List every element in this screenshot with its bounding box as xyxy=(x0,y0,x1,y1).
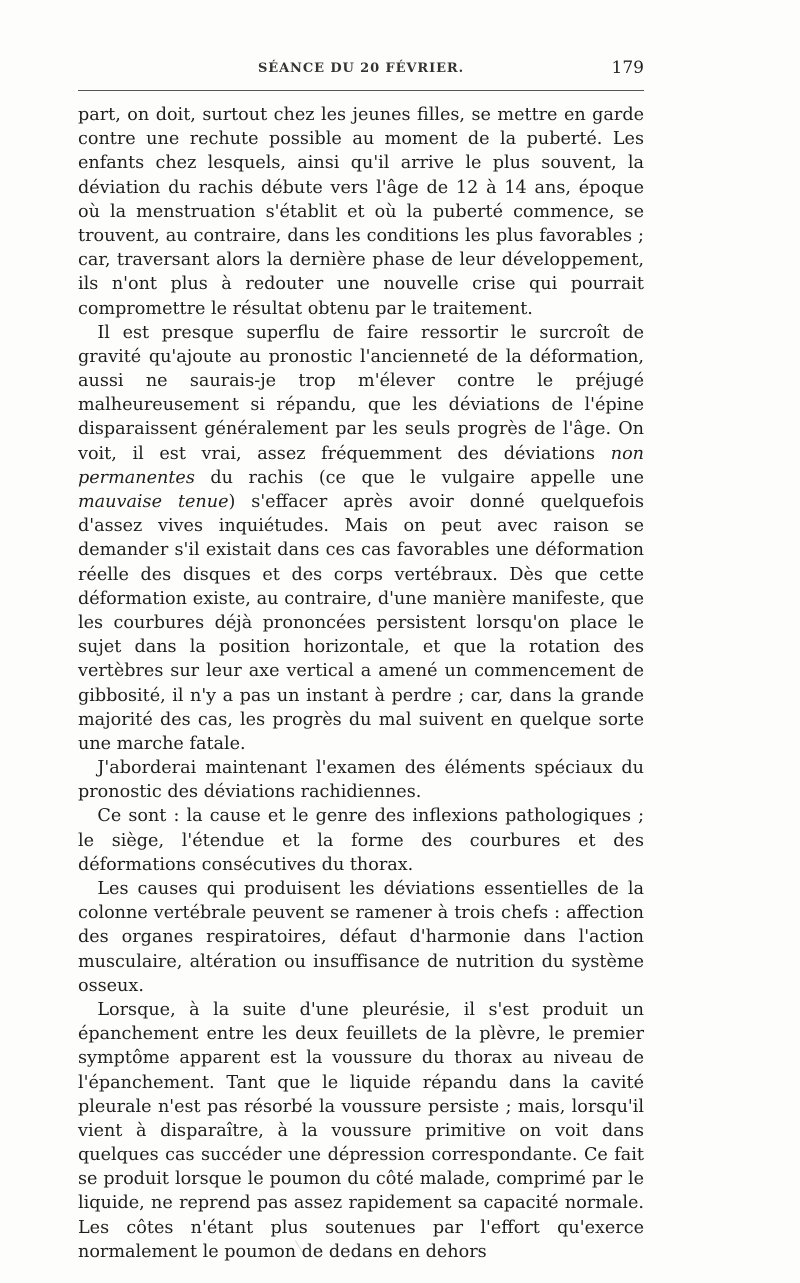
paragraph-text: Il est presque superflu de faire ressortir le surcroît de gravité qu'ajoute au pronostic l'ancienneté de la déformation, aussi ne saurais-je trop m'élever contre le préjugé malheureusement si répandu, que les déviations de l'épine disparaissent généralement par les seuls progrès de l'âge. On voit, il est vrai, assez fréquemment des déviations xyxy=(78,322,644,464)
italic-term: non permanentes xyxy=(78,443,644,488)
paragraph-text: du rachis (ce que le vulgaire appelle une xyxy=(194,467,644,488)
page-number: 179 xyxy=(611,58,644,78)
paragraph: Les causes qui produisent les déviations essentielles de la colonne vertébrale peuvent se ramener à trois chefs : affection des organes respiratoires, défaut d'harmonie dans l'action musculaire, altération ou insuffisance de nutrition du système osseux. xyxy=(78,879,644,996)
header-rule xyxy=(78,90,644,91)
paragraph xyxy=(78,321,644,756)
paragraph: part, on doit, surtout chez les jeunes filles, se mettre en garde contre une rechute possible au moment de la puberté. Les enfants chez lesquels, ainsi qu'il arrive le plus souvent, la déviation du rachis débute vers l'âge de 12 à 14 ans, époque où la menstruation s'établit et où la puberté commence, se trouvent, au contraire, dans les conditions les plus favorables ; car, traversant alors la dernière phase de leur développement, ils n'ont plus à redouter une nouvelle crise qui pourrait compromettre le résultat obtenu par le traitement. xyxy=(78,105,644,319)
running-header xyxy=(78,58,644,86)
paragraph: Ce sont : la cause et le genre des inflexions pathologiques ; le siège, l'étendue et la forme des courbures et des déformations consécutives du thorax. xyxy=(78,806,644,875)
paragraph: Lorsque, à la suite d'une pleurésie, il s'est produit un épanchement entre les deux feuillets de la plèvre, le premier symptôme apparent est la voussure du thorax au niveau de l'épanchement. Tant que le liquide répandu dans la cavité pleurale n'est pas résorbé la voussure persiste ; mais, lorsqu'il vient à disparaître, à la voussure primitive on voit dans quelques cas succéder une dépression correspondante. Ce fait se produit lorsque le poumon du côté malade, comprimé par le liquide, ne reprend pas assez rapidement sa capacité normale. Les côtes n'étant plus soutenues par l'effort qu'exerce normalement le poumon de dedans en dehors xyxy=(78,999,644,1262)
italic-term: mauvaise tenue xyxy=(78,492,229,512)
running-title: SÉANCE DU 20 FÉVRIER. xyxy=(257,61,465,76)
paragraph: J'aborderai maintenant l'examen des éléments spéciaux du pronostic des déviations rachidiennes. xyxy=(78,758,644,803)
body-text xyxy=(78,103,644,1264)
paragraph-text: ) s'effacer après avoir donné quelquefois d'assez vives inquiétudes. Mais on peut avec raison se demander s'il existait dans ces cas favorables une déformation réelle des disques et des corps vertébraux. Dès que cette déformation existe, au contraire, d'une manière manifeste, que les courbures déjà prononcées persistent lorsqu'on place le sujet dans la position horizontale, et que la rotation des vertèbres sur leur axe vertical a amené un commencement de gibbosité, il n'y a pas un instant à perdre ; car, dans la grande majorité des cas, les progrès du mal suivent en quelque sorte une marche fatale. xyxy=(78,492,644,754)
